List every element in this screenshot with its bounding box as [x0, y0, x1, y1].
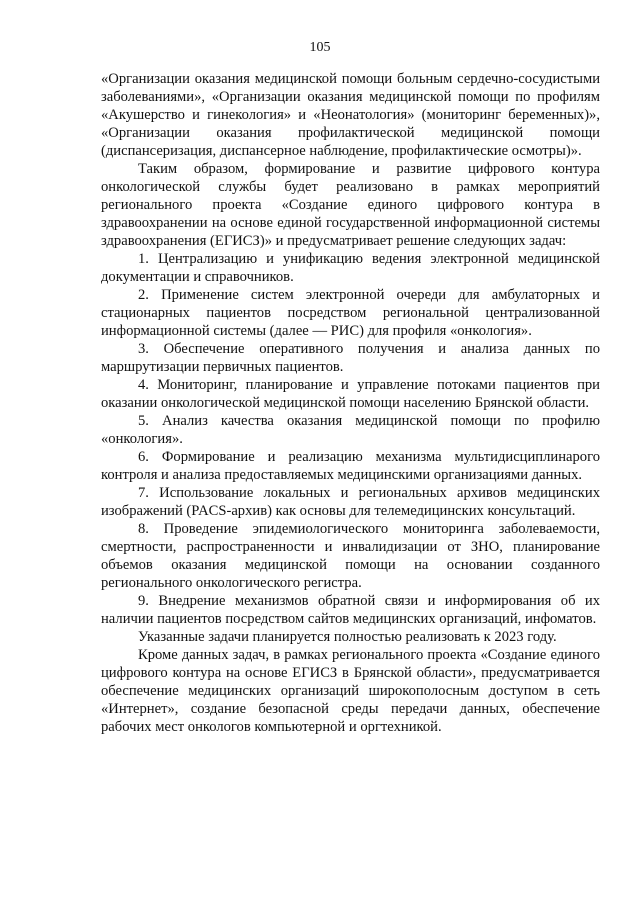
task-item-1: 1. Централизацию и унификацию ведения электронной медицинской документации и справочников. — [101, 251, 600, 285]
body-text — [101, 70, 600, 736]
task-item-2: 2. Применение систем электронной очереди для амбулаторных и стационарных пациентов посредством региональной централизованной информационной системы (далее — РИС) для профиля «онкология». — [101, 287, 600, 339]
task-item-6: 6. Формирование и реализацию механизма мультидисциплинарого контроля и анализа предоставляемых медицинскими организациями данных. — [101, 449, 600, 483]
task-item-4: 4. Мониторинг, планирование и управление потоками пациентов при оказании онкологической медицинской помощи населению Брянской области. — [101, 377, 600, 411]
task-item-8: 8. Проведение эпидемиологического мониторинга заболеваемости, смертности, распространенности и инвалидизации от ЗНО, планирование объемов оказания медицинской помощи на основании созданного регионального онкологического регистра. — [101, 521, 600, 591]
paragraph-continuation: «Организации оказания медицинской помощи больным сердечно-сосудистыми заболеваниями», «Организации оказания медицинской помощи по профилям «Акушерство и гинекология» и «Неонатология» (мониторинг беременных)», «Организации оказания профилактической медицинской помощи (диспансеризация, диспансерное наблюдение, профилактические осмотры)». — [101, 71, 600, 159]
paragraph-deadline: Указанные задачи планируется полностью реализовать к 2023 году. — [138, 629, 557, 645]
paragraph-closing: Кроме данных задач, в рамках регионального проекта «Создание единого цифрового контура на основе ЕГИСЗ в Брянской области», предусматривается обеспечение медицинских организаций широкополосным доступом в сеть «Интернет», создание безопасной среды передачи данных, обеспечение рабочих мест онкологов компьютерной и оргтехникой. — [101, 647, 600, 735]
task-item-9: 9. Внедрение механизмов обратной связи и информирования об их наличии пациентов посредством сайтов медицинских организаций, инфоматов. — [101, 593, 600, 627]
task-item-3: 3. Обеспечение оперативного получения и анализа данных по маршрутизации первичных пациентов. — [101, 341, 600, 375]
paragraph-intro: Таким образом, формирование и развитие цифрового контура онкологической службы будет реализовано в рамках мероприятий регионального проекта «Создание единого цифрового контура в здравоохранении на основе единой государственной информационной системы здравоохранения (ЕГИСЗ)» и предусматривает решение следующих задач: — [101, 161, 600, 249]
task-item-7: 7. Использование локальных и региональных архивов медицинских изображений (PACS-архив) как основы для телемедицинских консультаций. — [101, 485, 600, 519]
task-item-5: 5. Анализ качества оказания медицинской помощи по профилю «онкология». — [101, 413, 600, 447]
page-number: 105 — [309, 40, 331, 55]
